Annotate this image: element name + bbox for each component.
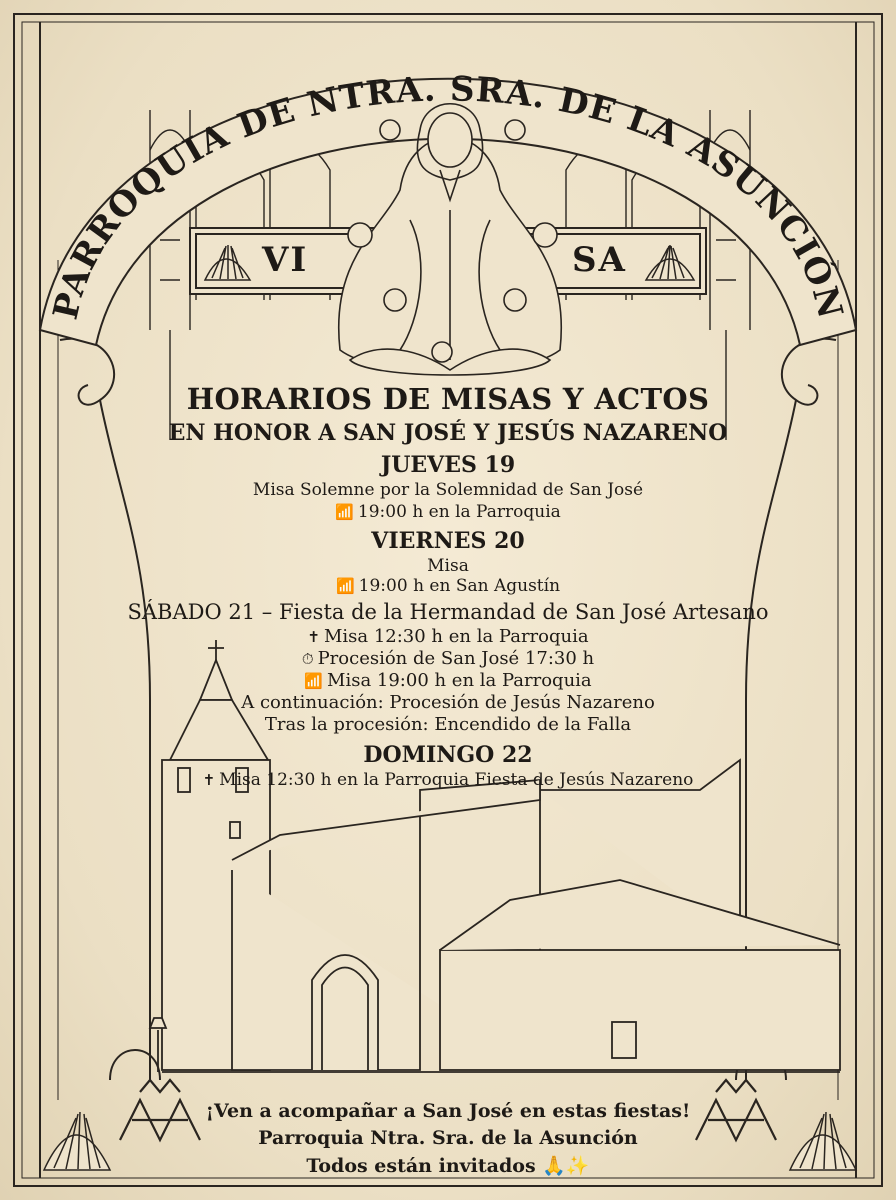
day-line bbox=[0, 692, 896, 713]
day-line-text: Misa bbox=[427, 556, 469, 576]
day-line bbox=[0, 714, 896, 735]
day-line-text: Misa 19:00 h en la Parroquia bbox=[327, 670, 592, 691]
footer-parish: Parroquia Ntra. Sra. de la Asunción bbox=[258, 1127, 638, 1149]
cross-icon: ✝ bbox=[202, 771, 216, 789]
day-line-text: Misa Solemne por la Solemnidad de San José bbox=[252, 480, 644, 500]
cross-icon: ✝ bbox=[307, 628, 320, 646]
day-line bbox=[0, 502, 896, 522]
day-line-text: Procesión de San José 17:30 h bbox=[317, 648, 595, 669]
day-line-text: Misa 12:30 h en la Parroquia bbox=[323, 626, 589, 647]
day-title-viernes: VIERNES 20 bbox=[371, 528, 525, 554]
banner-text-left: VI bbox=[262, 240, 309, 280]
day-title-jueves: JUEVES 19 bbox=[380, 452, 516, 478]
day-line-text: A continuación: Procesión de Jesús Nazareno bbox=[241, 692, 655, 713]
day-line bbox=[0, 670, 896, 691]
day-line-text: Tras la procesión: Encendido de la Falla bbox=[264, 714, 632, 735]
day-line bbox=[0, 770, 896, 790]
day-title-domingo: DOMINGO 22 bbox=[363, 742, 533, 768]
footer-welcome: Todos están invitados 🙏✨ bbox=[306, 1155, 590, 1177]
heading-sub: EN HONOR A SAN JOSÉ Y JESÚS NAZARENO bbox=[168, 420, 728, 446]
arc-title: PARROQUIA DE NTRA. SRA. DE LA ASUNCIÓN bbox=[45, 69, 851, 324]
signal-bars-icon: 📶 bbox=[304, 672, 324, 690]
signal-bars-icon: 📶 bbox=[335, 577, 355, 595]
footer-invite: ¡Ven a acompañar a San José en estas fiestas! bbox=[205, 1100, 691, 1122]
day-line-text: 19:00 h en San Agustín bbox=[358, 576, 561, 596]
day-line bbox=[0, 556, 896, 576]
stopwatch-icon: ⏱ bbox=[301, 650, 314, 668]
banner-text-right: SA bbox=[572, 240, 627, 280]
day-line-text: 19:00 h en la Parroquia bbox=[357, 502, 561, 522]
day-line bbox=[0, 626, 896, 647]
day-title-sabado: SÁBADO 21 – Fiesta de la Hermandad de San José Artesano bbox=[127, 600, 769, 624]
signal-bars-icon: 📶 bbox=[335, 503, 354, 521]
day-line bbox=[0, 648, 896, 669]
day-line-text: Misa 12:30 h en la Parroquia Fiesta de Jesús Nazareno bbox=[219, 770, 694, 790]
day-line bbox=[0, 576, 896, 596]
heading-main: HORARIOS DE MISAS Y ACTOS bbox=[186, 382, 710, 416]
day-line bbox=[0, 480, 896, 500]
